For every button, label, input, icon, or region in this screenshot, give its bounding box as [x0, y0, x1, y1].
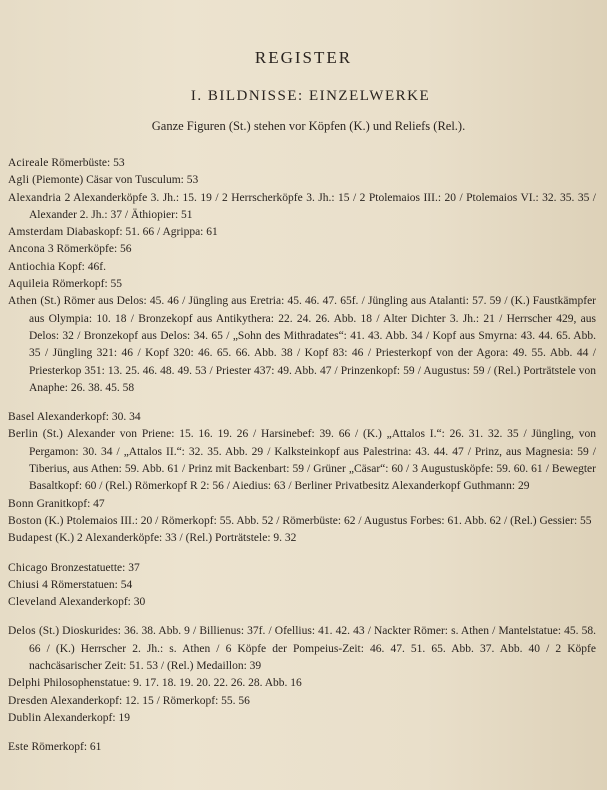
- entry-place: Alexandria: [8, 191, 62, 204]
- entry-references: (St.) Römer aus Delos: 45. 46 / Jüngling aus Eretria: 45. 46. 47. 65f. / Jüngling aus Atalanti: 57. 59 / (K.) Faustkämpfer aus Olympia: 10. 18 / Bronzekopf aus Antikythera: 22. 24. 26. Abb. 18 / Alter Dichter 3. Jh.: 21 / Herrscher 429, aus Delos: 32 / Bronzekopf aus Delos: 34. 65 / „Sohn des Mithradates“: 41. 43. Abb. 34 / Kopf aus Smyrna: 43. 44. 65. Abb. 35 / Jüngling 321: 46 / Kopf 320: 46. 65. 66. Abb. 38 / Kopf 83: 46 / Priesterkopf von der Agora: 49. 55. Abb. 44 / Priesterkop 351: 13. 25. 46. 48. 49. 53 / Priester 437: 49. Abb. 47 / Prinzenkopf: 59 / Augustus: 59 / (Rel.) Porträtstele von Anaphe: 26. 38. 45. 58: [29, 295, 596, 394]
- index-entry: [8, 623, 596, 675]
- entry-references: 3 Römerköpfe: 56: [47, 243, 132, 256]
- entry-place: Chiusi: [8, 578, 40, 591]
- entry-place: Antiochia: [8, 260, 56, 273]
- entry-place: Aquileia: [8, 278, 50, 291]
- entry-references: Römerkopf: 55: [52, 278, 123, 291]
- entry-place: Dresden: [8, 694, 48, 707]
- index-entry: [8, 513, 596, 530]
- index-entry: [8, 710, 596, 727]
- entry-references: (K.) Ptolemaios III.: 20 / Römerkopf: 55. Abb. 52 / Römerbüste: 62 / Augustus Forbes: 61. Abb. 62 / (Rel.) Gessier: 55: [44, 514, 592, 527]
- index-entry: [8, 409, 596, 426]
- entry-references: Granitkopf: 47: [36, 497, 105, 510]
- index-entry: [8, 190, 596, 225]
- entry-references: Alexanderkopf: 12. 15 / Römerkopf: 55. 56: [49, 694, 250, 707]
- entry-place: Budapest: [8, 532, 53, 545]
- entry-place: Ancona: [8, 243, 45, 256]
- entry-references: Alexanderkopf: 19: [43, 711, 130, 724]
- index-entry: [8, 259, 596, 276]
- index-entry: [8, 675, 596, 692]
- entry-references: Alexanderkopf: 30: [58, 596, 146, 609]
- index-entry: [8, 560, 596, 577]
- entry-place: Este: [8, 741, 29, 754]
- entry-references: Römerkopf: 61: [31, 741, 102, 754]
- entry-spacer: [8, 727, 596, 739]
- entry-spacer: [8, 548, 596, 560]
- index-entry: [8, 496, 596, 513]
- entry-place: Basel: [8, 411, 35, 424]
- entry-references: (St.) Alexander von Priene: 15. 16. 19. 26 / Harsinebef: 39. 66 / (K.) „Attalos I.“: 26. 31. 32. 35 / Jüngling, von Pergamon: 30. 34 / „Attalos II.“: 32. 35. Abb. 29 / Kalksteinkopf aus Palestrina: 43. 44. 47 / Prinz, aus Magnesia: 59 / Tiberius, aus Athen: 59. Abb. 61 / Prinz mit Backenbart: 59 / Grüner „Cäsar“: 60 / 3 Augustusköpfe: 59. 60. 61 / Bewegter Basaltkopf: 60 / (Rel.) Römerkopf R 2: 56 / Aiedius: 63 / Berliner Privatbesitz Alexanderkopf Guthmann: 29: [29, 428, 597, 493]
- index-entry: [8, 693, 596, 710]
- entry-references: 4 Römerstatuen: 54: [42, 578, 133, 591]
- index-entry: [8, 293, 596, 397]
- section-heading: I. BILDNISSE: EINZELWERKE: [190, 88, 431, 104]
- index-entry: [8, 241, 596, 258]
- entry-place: Agli: [8, 174, 30, 187]
- index-entries: [8, 155, 596, 757]
- entry-references: Kopf: 46f.: [58, 260, 106, 273]
- entry-place: Cleveland: [8, 596, 57, 609]
- entry-references: (Piemonte) Cäsar von Tusculum: 53: [32, 174, 199, 187]
- entry-place: Chicago: [8, 561, 48, 574]
- index-entry: [8, 426, 596, 495]
- entry-references: (K.) 2 Alexanderköpfe: 33 / (Rel.) Porträtstele: 9. 32: [55, 532, 297, 545]
- entry-place: Delos: [8, 625, 36, 638]
- index-entry: [8, 224, 596, 241]
- entry-references: (St.) Dioskurides: 36. 38. Abb. 9 / Billienus: 37f. / Ofellius: 41. 42. 43 / Nackter Römer: s. Athen / Mantelstatue: 45. 58. 66 / (K.) Herrscher 2. Jh.: s. Athen / 6 Köpfe der Pompeius-Zeit: 46. 47. 51. 65. Abb. 37. Abb. 40 / 2 Köpfe nachcäsarischer Zeit: 51. 53 / (Rel.) Medaillon: 39: [29, 625, 596, 673]
- entry-place: Bonn: [8, 497, 34, 510]
- entry-references: Alexanderkopf: 30. 34: [36, 411, 141, 424]
- entry-references: Römerbüste: 53: [51, 157, 125, 169]
- entry-spacer: [8, 611, 596, 623]
- index-entry: [8, 155, 596, 172]
- index-entry: [8, 739, 596, 756]
- index-entry: [8, 530, 596, 547]
- entry-place: Boston: [8, 514, 42, 527]
- entry-place: Amsterdam: [8, 226, 64, 239]
- entry-spacer: [8, 397, 596, 409]
- abbreviation-note: Ganze Figuren (St.) stehen vor Köpfen (K.) und Reliefs (Rel.).: [151, 119, 466, 133]
- entry-place: Dublin: [8, 711, 42, 724]
- entry-place: Athen: [8, 295, 38, 308]
- index-entry: [8, 172, 596, 189]
- entry-references: 2 Alexanderköpfe 3. Jh.: 15. 19 / 2 Herrscherköpfe 3. Jh.: 15 / 2 Ptolemaios III.: 20 / Ptolemaios VI.: 32. 35. 35 / Alexander 2. Jh.: 37 / Äthiopier: 51: [29, 191, 596, 221]
- index-entry: [8, 577, 596, 594]
- entry-place: Acireale: [8, 157, 49, 169]
- index-entry: [8, 276, 596, 293]
- entry-place: Delphi: [8, 677, 41, 690]
- entry-place: Berlin: [8, 428, 38, 441]
- page-title: REGISTER: [254, 48, 353, 67]
- entry-references: Bronzestatuette: 37: [50, 561, 140, 574]
- entry-references: Diabaskopf: 51. 66 / Agrippa: 61: [66, 226, 218, 239]
- entry-references: Philosophenstatue: 9. 17. 18. 19. 20. 22. 26. 28. Abb. 16: [43, 677, 302, 690]
- index-entry: [8, 594, 596, 611]
